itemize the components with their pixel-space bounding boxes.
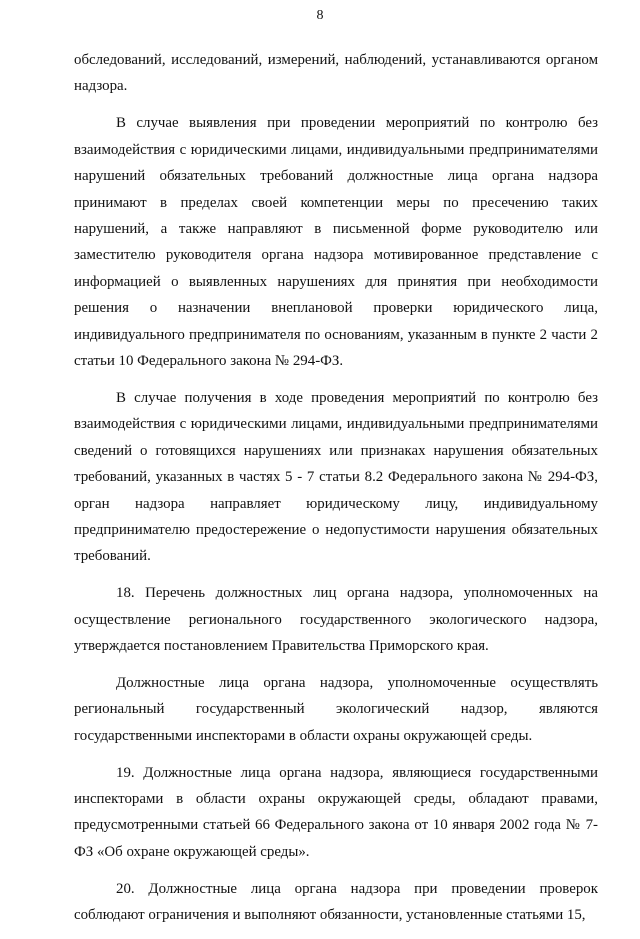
page-number: 8 (316, 8, 324, 23)
paragraph-violations-without-interaction: В случае выявления при проведении мероприятий по контролю без взаимодействия с юридическими лицами, индивидуальными предпринимателями нарушений обязательных требований должностные лица органа надзора принимают в пределах своей компетенции меры по пресечению таких нарушений, а также направляют в письменной форме руководителю или заместителю руководителя органа надзора мотивированное представление с информацией о выявленных нарушениях для принятия при необходимости решения о назначении внеплановой проверки юридического лица, индивидуального предпринимателя по основаниям, указанным в пункте 2 части 2 статьи 10 Федерального закона № 294-ФЗ. (74, 115, 598, 369)
paragraph-warning-notice: В случае получения в ходе проведения мероприятий по контролю без взаимодействия с юридическими лицами, индивидуальными предпринимателями сведений о готовящихся нарушениях или признаках нарушения обязательных требований, указанных в частях 5 - 7 статьи 8.2 Федерального закона № 294-ФЗ, орган надзора направляет юридическому лицу, индивидуальному предпринимателю предостережение о недопустимости нарушения обязательных требований. (74, 389, 598, 565)
paragraph-inspectors-status: Должностные лица органа надзора, уполномоченные осуществлять региональный государственный экологический надзор, являются государственными инспекторами в области охраны окружающей среды. (74, 674, 598, 744)
paragraph-clause-20: 20. Должностные лица органа надзора при проведении проверок соблюдают ограничения и выполняют обязанности, установленные статьями 15, (74, 880, 598, 924)
paragraph-clause-18: 18. Перечень должностных лиц органа надзора, уполномоченных на осуществление регионального государственного экологического надзора, утверждается постановлением Правительства Приморского края. (74, 585, 598, 655)
paragraph-continuation: обследований, исследований, измерений, наблюдений, устанавливаются органом надзора. (74, 52, 598, 95)
paragraph-clause-19: 19. Должностные лица органа надзора, являющиеся государственными инспекторами в области охраны окружающей среды, обладают правами, предусмотренными статьей 66 Федерального закона от 10 января 2002 года № 7-ФЗ «Об охране окружающей среды». (74, 764, 598, 860)
document-body (74, 47, 598, 939)
